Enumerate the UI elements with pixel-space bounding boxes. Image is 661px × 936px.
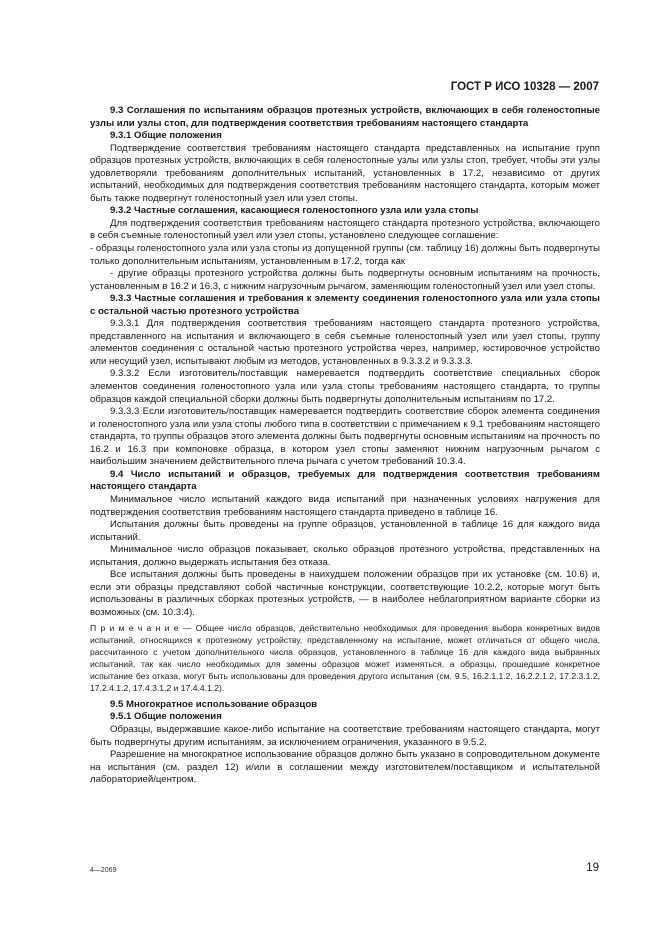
paragraph: Подтверждение соответствия требованиям настоящего стандарта представленных на испытание групп образцов протезных устройств, включающих в себя голеностопные узлы или узлы стоп, требует, чтобы эти узлы удовлетворяли требованиям дополнительных испытаний, установленных в 17.2, независимо от других испытаний, необходимых для подтверждения соответствия требованиям настоящего стандарта, которым может быть также подвергнут голеностопный узел или узел стопы. (90, 142, 600, 204)
paragraph: 9.3.3.1 Для подтверждения соответствия требованиям настоящего стандарта протезного устройства, представленного на испытания и включающего в себя съемные голеностопный узел или узел стопы, группу элементов соединения с остальной частью протезного устройства через, например, юстировочное устройство или несущий узел, испытывают любым из методов, установленных в 9.3.3.2 и 9.3.3.3. (90, 318, 600, 367)
note (90, 623, 600, 694)
section-9-5-1-heading: 9.5.1 Общие положения (110, 711, 222, 723)
paragraph: 9.3.3.2 Если изготовитель/поставщик намеревается подтвердить соответствие специальных сборок элементов соединения голеностопного узла или узла стопы требованиям настоящего стандарта, то группы образцов каждой специальной сборки должны быть подвергнуты дополнительным испытаниям по 17.2. (90, 368, 600, 405)
note-text: — Общее число образцов, действительно необходимых для проведения выбора конкретных видов испытаний, относящихся к протезному устройству, представленному на испытание, может отличаться от общего числа, рассчитанного с учетом дополнительного числа образцов, установленного в таблице 16 для каждого вида выбранных испытаний, так как число необходимых для замены образцов может изменяться, а образцы, прошедшие конкретное испытание без отказа, могут быть использованы для проведения другого испытания (см. 9.5, 16.2.1.1.2, 16.2.2.1.2, 17.2.3.1.2, 17.2.4.1.2, 17.4.3.1.2 и 17.4.4.1.2). (90, 623, 601, 693)
document-body (90, 105, 600, 787)
paragraph: Минимальное число испытаний каждого вида испытаний при назначенных условиях нагружения для подтверждения соответствия требованиям настоящего стандарта приведено в таблице 16. (90, 493, 600, 518)
paragraph: Испытания должны быть проведены на группе образцов, установленной в таблице 16 для каждого вида испытаний. (90, 519, 600, 543)
paragraph: 9.3.3.3 Если изготовитель/поставщик намеревается подтвердить соответствие сборок элемента соединения и голеностопного узла или узла стопы любого типа в соответствии с примечанием к 9.1 требованиям настоящего стандарта, то группы образцов этого элемента должны быть подвергнуты основным испытаниям на прочность по 16.2 и 16.3 при компоновке образца, в котором узел стопы заменяют нижним нагрузочным рычагом с наибольшим значением действительного плеча рычага с учетом требований 10.3.4. (90, 406, 600, 468)
paragraph: Минимальное число образцов показывает, сколько образцов протезного устройства, представленных на испытания, должно выдержать испытания без отказа. (90, 544, 600, 568)
paragraph: Для подтверждения соответствия требованиям настоящего стандарта протезного устройства, включающего в себя съемные голеностопный узел или узел стопы, установлено следующее соглашение: (90, 217, 600, 242)
list-item: - образцы голеностопного узла или узла стопы из допущенной группы (см. таблицу 16) должны быть подвергнуты только дополнительным испытаниям, установленным в 17.2, тогда как (90, 243, 600, 267)
paragraph: Образцы, выдержавшие какое-либо испытание на соответствие требованиям настоящего стандарта, могут быть подвергнуты другим испытаниям, за исключением ограничения, указанного в 9.5.2. (90, 723, 600, 748)
section-9-3-3-heading: 9.3.3 Частные соглашения и требования к элементу соединения голеностопного узла или узла стопы с остальной частью протезного устройства (90, 293, 600, 317)
document-header: ГОСТ Р ИСО 10328 — 2007 (450, 81, 599, 93)
section-9-3-1-heading: 9.3.1 Общие положения (110, 130, 222, 142)
section-9-3-2-heading: 9.3.2 Частные соглашения, касающиеся голеностопного узла или узла стопы (110, 205, 479, 217)
section-9-4-heading: 9.4 Число испытаний и образцов, требуемых для подтверждения соответствия требованиям настоящего стандарта (90, 468, 600, 493)
note-label: П р и м е ч а н и е (90, 623, 179, 634)
paragraph: Разрешение на многократное использование образцов должно быть указано в сопроводительном документе на испытания (см. раздел 12) и/или в соглашении между изготовителем/поставщиком и испытательной лабораторией/центром. (90, 749, 600, 786)
section-9-5-heading: 9.5 Многократное использование образцов (110, 698, 318, 710)
print-code: 4—2069 (90, 867, 117, 874)
list-item: - другие образцы протезного устройства должны быть подвергнуты основным испытаниям на прочность, установленным в 16.2 и 16.3, с нижним нагрузочным рычагом, заменяющим голеностопный узел или узел стопы. (90, 268, 600, 292)
paragraph: Все испытания должны быть проведены в наихудшем положении образцов при их установке (см. 10.6) и, если эти образцы представляют собой частичные конструкции, соответствующие 10.2.2, которые могут быть использованы в различных сборках протезных устройств, — в наиболее неблагоприятном варианте сборки из возможных (см. 10.3.4). (90, 569, 600, 618)
page-number: 19 (586, 862, 599, 874)
section-9-3-heading: 9.3 Соглашения по испытаниям образцов протезных устройств, включающих в себя голеностопные узлы или узлы стоп, для подтверждения соответствия требованиям настоящего стандарта (90, 105, 600, 129)
